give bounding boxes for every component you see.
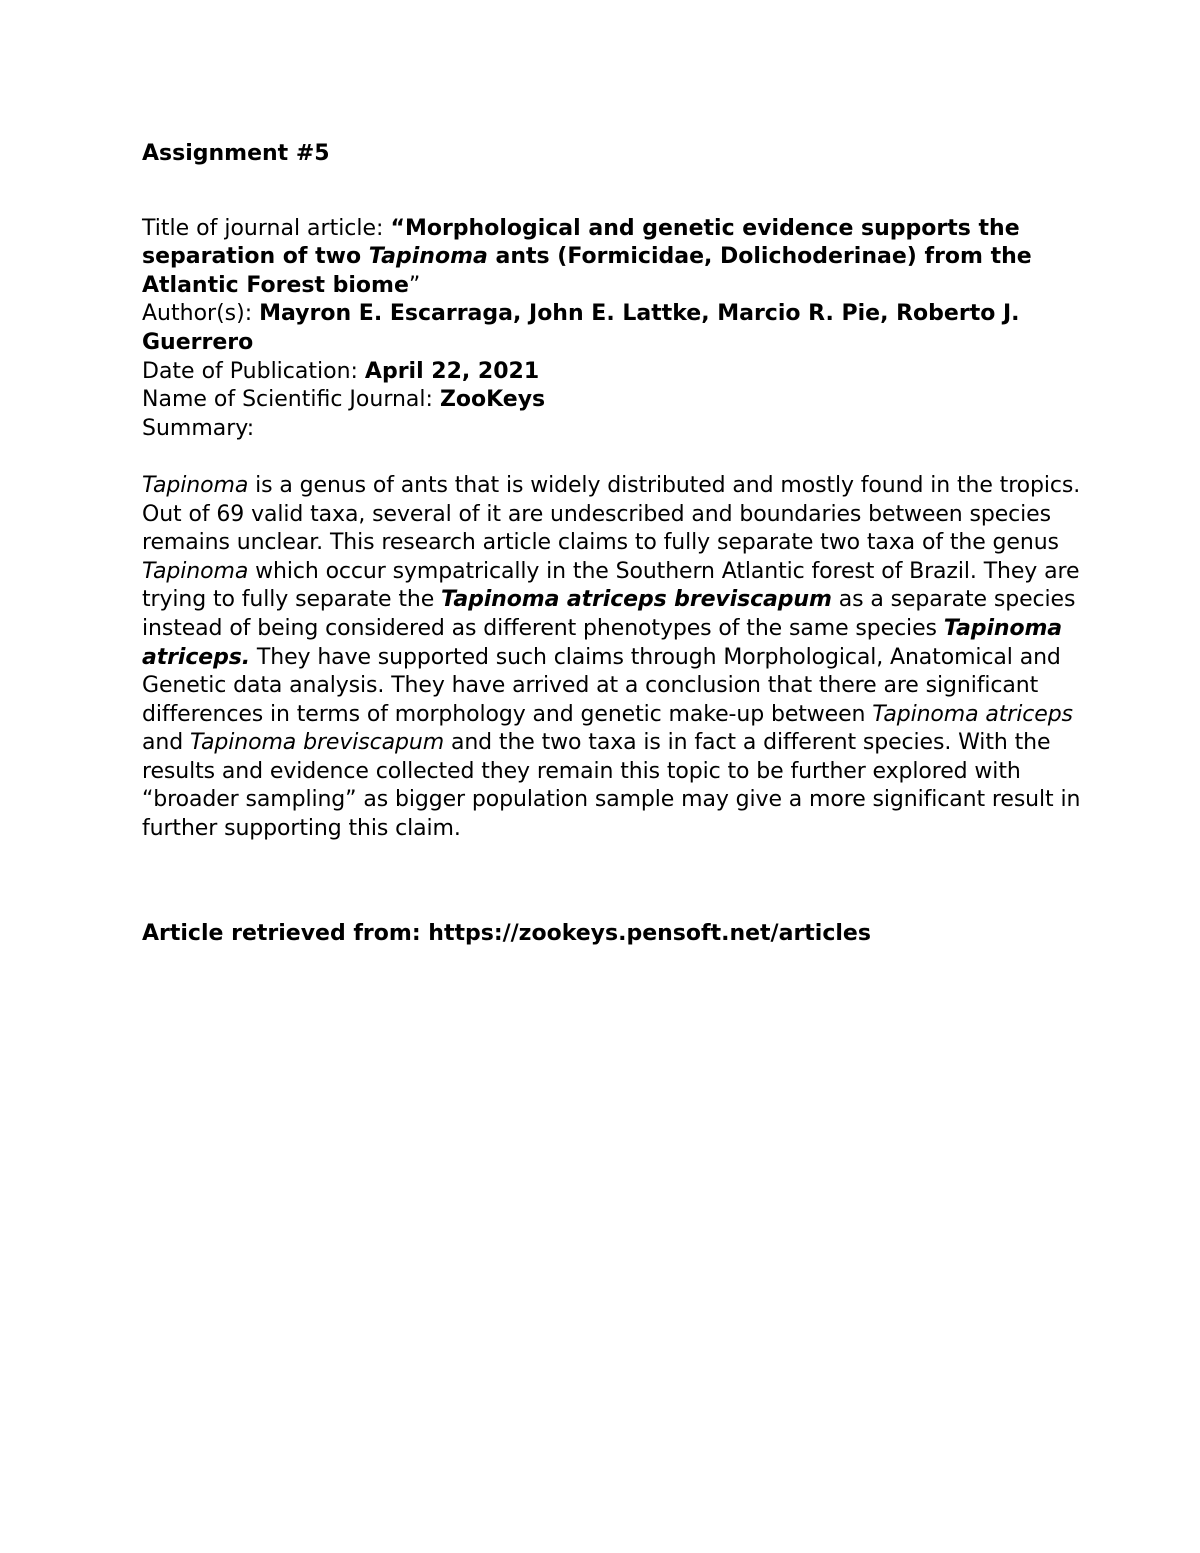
title-open-quote: “: [390, 215, 405, 241]
summary-text-6: and the two taxa is in fact a different species. With the results and evidence collected they remain this topic to be further explored with “broader sampling” as bigger population sample may give a more significant result in further supporting this claim.: [142, 730, 1081, 842]
assignment-heading: Assignment #5: [142, 141, 330, 166]
article-title-part2: ants (Formicidae, Dolichoderinae) from the Atlantic Forest biome: [142, 244, 1032, 298]
title-close-quote: ”: [408, 272, 421, 298]
date-label: Date of Publication:: [142, 358, 365, 384]
document-page: [142, 140, 1082, 948]
summary-text-1: is a genus of ants that is widely distributed and mostly found in the tropics. Out of 69 valid taxa, several of it are undescribed and boundaries between species remains unclear. This research article claims to fully separate two taxa of the genus: [142, 472, 1081, 556]
summary-species-atriceps: Tapinoma atriceps.: [142, 615, 1063, 670]
date-line: [142, 358, 1082, 387]
summary-italic-atriceps: Tapinoma atriceps: [872, 701, 1073, 727]
journal-value: ZooKeys: [439, 387, 546, 413]
journal-label: Name of Scientific Journal:: [142, 387, 440, 413]
summary-paragraph: [142, 472, 1082, 844]
article-title-part1: Morphological and genetic evidence supports the separation of two: [142, 215, 1020, 270]
summary-text-3: as a separate species instead of being considered as different phenotypes of the same species: [142, 587, 1076, 641]
summary-italic-genus-2: Tapinoma: [142, 558, 249, 584]
summary-text-2: which occur sympatrically in the Southern Atlantic forest of Brazil. They are trying to fully separate the: [142, 558, 1080, 613]
authors-value: Mayron E. Escarraga, John E. Lattke, Marcio R. Pie, Roberto J. Guerrero: [142, 301, 1020, 355]
summary-label: Summary:: [142, 415, 255, 441]
authors-label: Author(s):: [142, 301, 260, 327]
authors-line: [142, 300, 1082, 357]
summary-text-5: and: [142, 730, 190, 756]
title-label: Title of journal article:: [142, 215, 391, 241]
article-title-line: [142, 215, 1082, 301]
journal-line: [142, 386, 1082, 415]
date-value: April 22, 2021: [364, 358, 540, 384]
summary-text-4: They have supported such claims through Morphological, Anatomical and Genetic data analysis. They have arrived at a conclusion that there are significant differences in terms of morphology and genetic make-up between: [142, 644, 1061, 727]
summary-italic-breviscapum: Tapinoma breviscapum: [189, 730, 445, 756]
article-source: Article retrieved from: https://zookeys.pensoft.net/articles: [142, 920, 871, 946]
summary-species-breviscapum: Tapinoma atriceps breviscapum: [441, 587, 832, 613]
article-title-genus: Tapinoma: [368, 244, 488, 270]
summary-italic-genus-1: Tapinoma: [142, 472, 249, 498]
